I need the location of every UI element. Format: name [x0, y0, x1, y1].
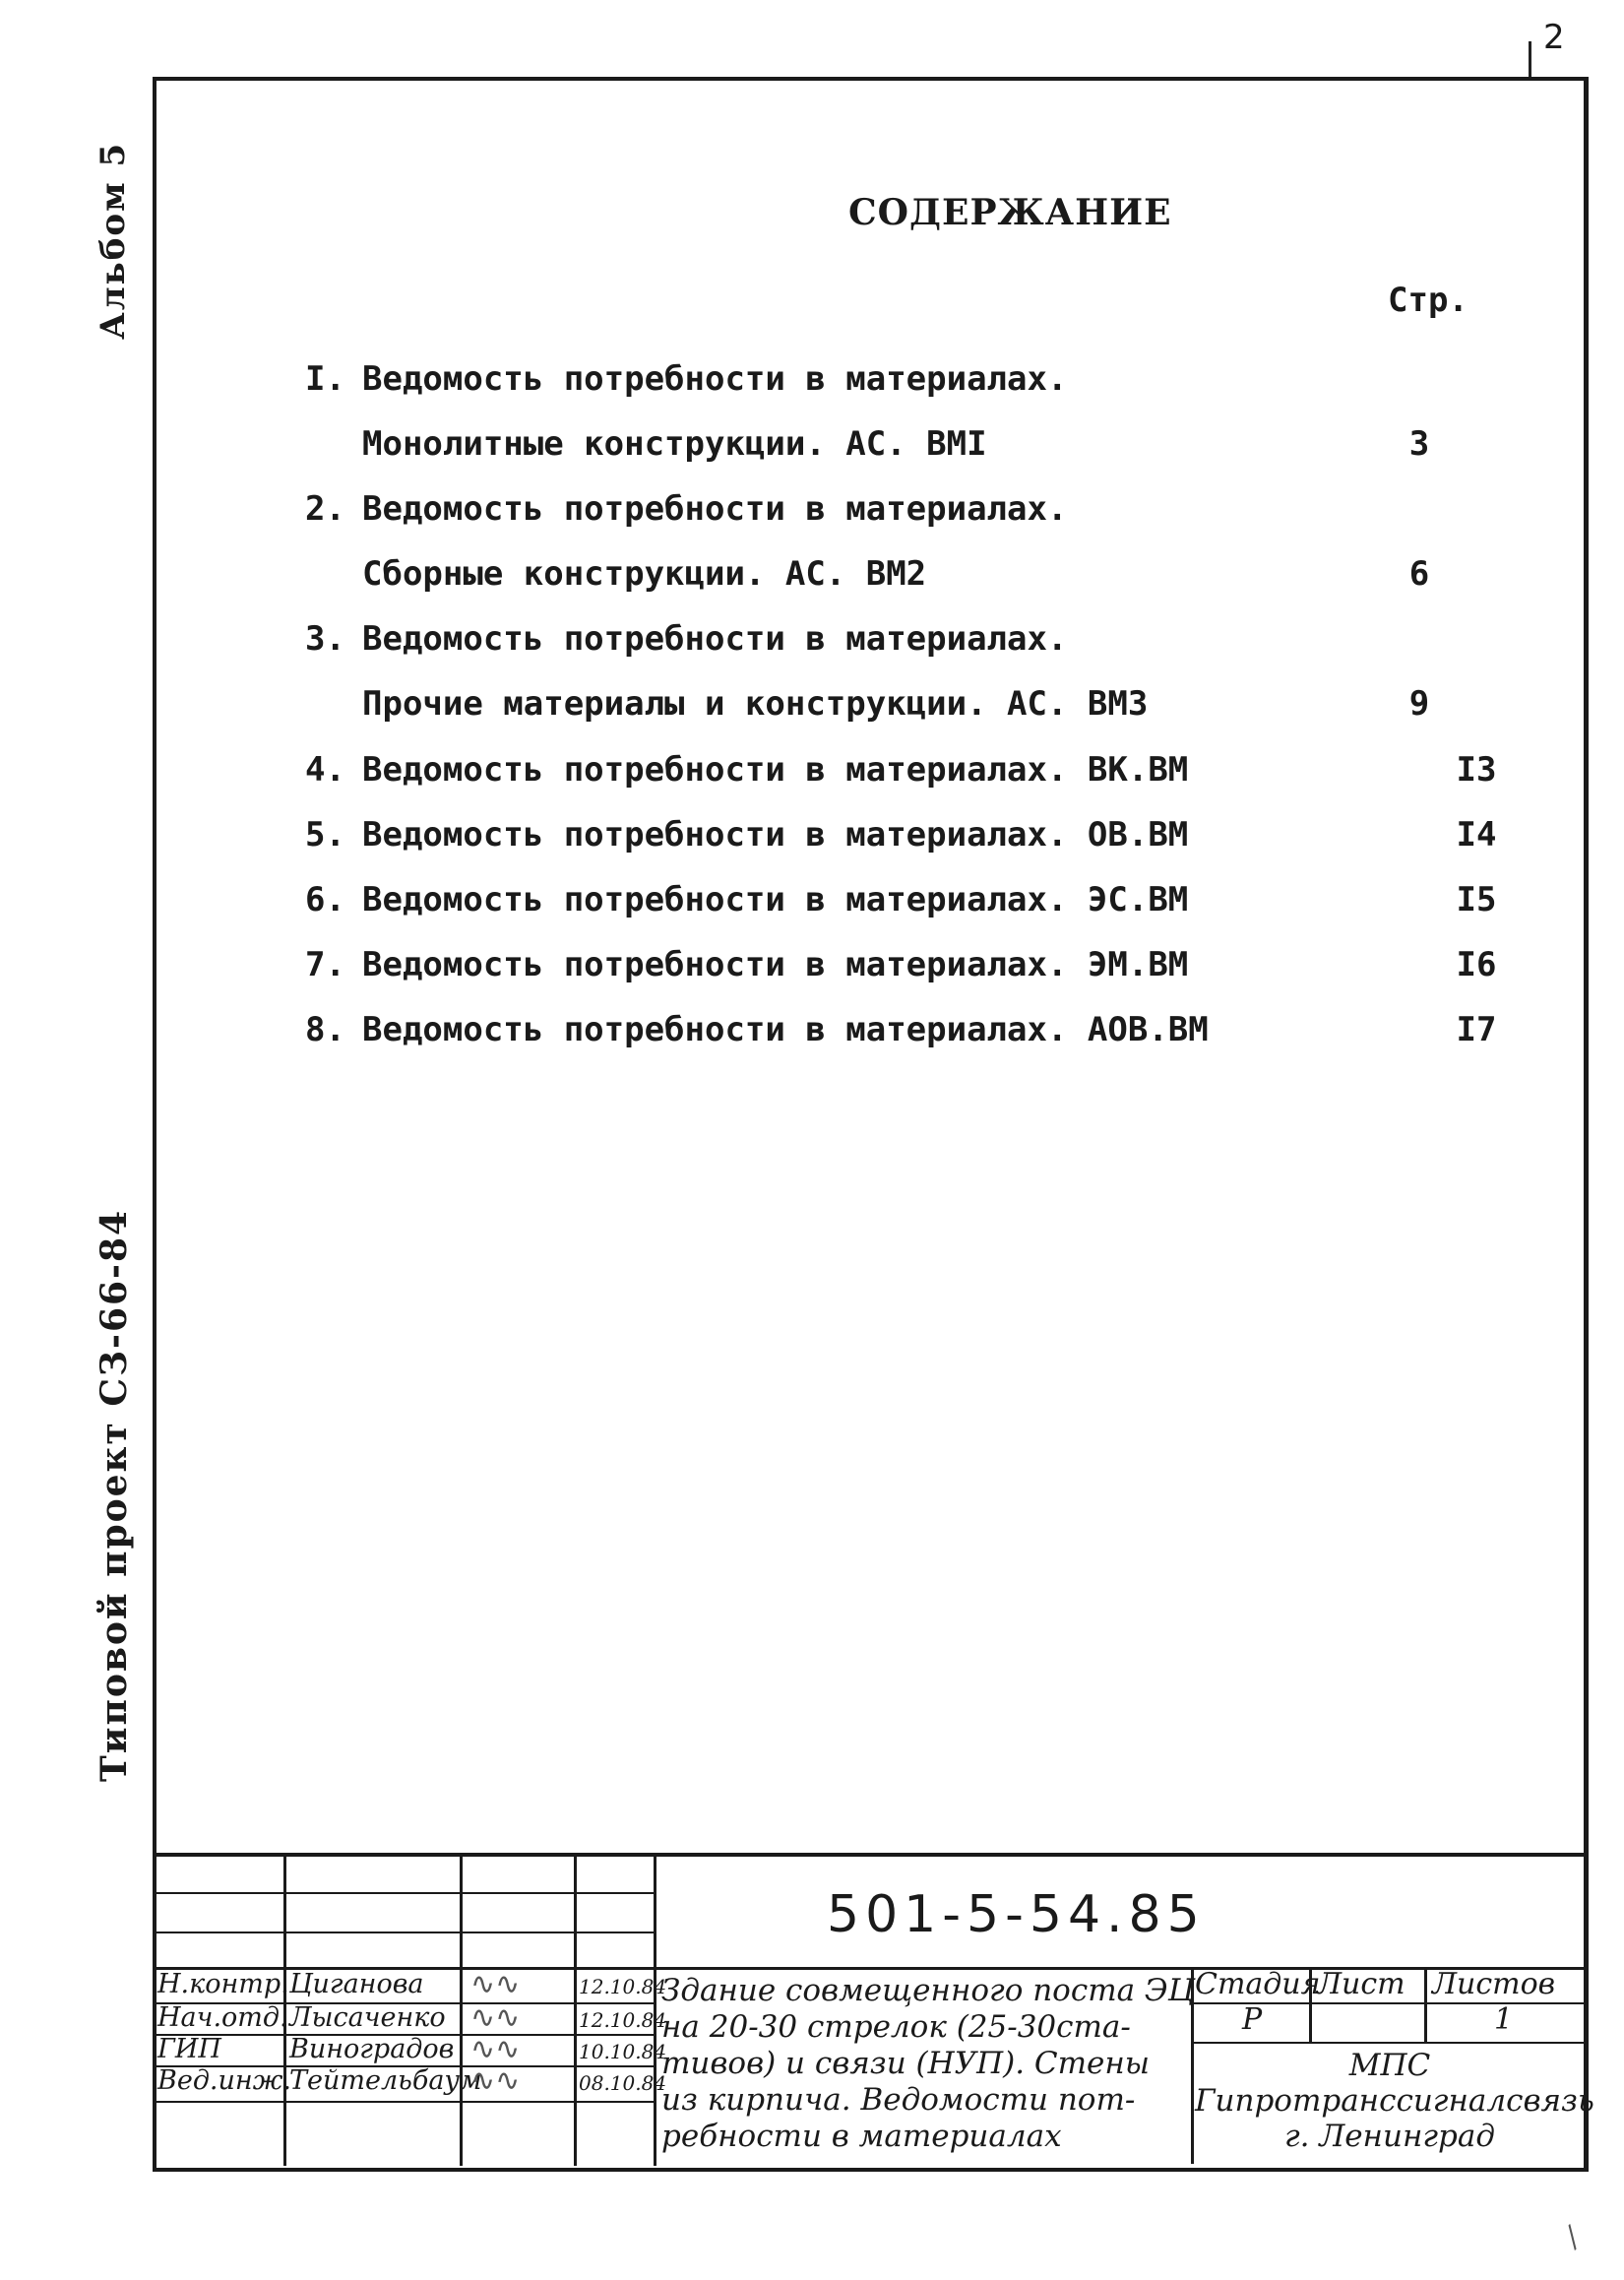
- toc-item-number: 7.: [305, 945, 345, 984]
- description-line: ребности в материалах: [661, 2119, 1062, 2154]
- signer-name: Тейтельбаум: [289, 2065, 482, 2096]
- toc-item-page: 9: [1408, 684, 1430, 724]
- project-label: Типовой проект СЗ-66-84: [94, 1208, 135, 1782]
- signer-role: Нач.отд.: [157, 2002, 288, 2033]
- signer-date: 12.10.84: [579, 2008, 667, 2032]
- signer-name: Лысаченко: [289, 2002, 446, 2033]
- toc-line: [305, 945, 1497, 984]
- toc-item-number: 6.: [305, 880, 345, 919]
- signature: ∿∿: [470, 1967, 521, 2001]
- toc-line: [305, 750, 1497, 790]
- toc-item-text: Ведомость потребности в материалах. ВК.ВМ: [362, 750, 1189, 790]
- description-line: на 20-30 стрелок (25-30ста-: [661, 2009, 1131, 2045]
- toc-item-number: I.: [305, 359, 345, 399]
- page-column-header: Стр.: [1388, 281, 1468, 320]
- organization-line: МПС: [1348, 2048, 1431, 2083]
- toc-item-text: Ведомость потребности в материалах. ЭМ.ВМ: [362, 945, 1189, 984]
- toc-line: [305, 880, 1497, 919]
- sheets-label: Листов: [1432, 1967, 1556, 2001]
- corner-mark: ⁄: [1559, 2224, 1588, 2252]
- sheet-label: Лист: [1317, 1967, 1405, 2001]
- toc-item-page: I3: [1456, 750, 1497, 790]
- toc-line: [305, 554, 1543, 594]
- toc-item-text: Ведомость потребности в материалах.: [362, 359, 1068, 399]
- title-block-line: [153, 1892, 655, 1894]
- toc-item-number: 5.: [305, 815, 345, 855]
- stage-label: Стадия: [1195, 1967, 1321, 2001]
- toc-item-page: I7: [1456, 1010, 1497, 1049]
- signer-date: 08.10.84: [579, 2071, 667, 2095]
- toc-item-text: Ведомость потребности в материалах. ОВ.ВМ: [362, 815, 1189, 855]
- toc-item-page: 3: [1408, 424, 1430, 464]
- organization-line: г. Ленинград: [1283, 2119, 1496, 2154]
- toc-line: [305, 815, 1497, 855]
- document-designation: 501-5-54.85: [827, 1885, 1206, 1944]
- signature: ∿∿: [470, 2032, 521, 2066]
- contents-title: СОДЕРЖАНИЕ: [848, 192, 1172, 233]
- toc-item-text: Ведомость потребности в материалах. АОВ.ВМ: [362, 1010, 1209, 1049]
- page-number-mark: [1529, 41, 1531, 81]
- page-number: 2: [1543, 18, 1565, 57]
- document-description: [661, 1973, 1193, 2155]
- title-block-line: [1191, 2042, 1585, 2044]
- signer-name: Виноградов: [289, 2034, 455, 2064]
- title-block-line: [153, 1932, 655, 1933]
- title-block-line: [153, 2101, 655, 2103]
- organization-line: Гипротранссигналсвязь: [1195, 2083, 1594, 2119]
- toc-item-page: I6: [1456, 945, 1497, 984]
- album-label: Альбом 5: [94, 141, 133, 340]
- toc-line: [305, 619, 1486, 659]
- signer-date: 10.10.84: [579, 2040, 667, 2063]
- signer-date: 12.10.84: [579, 1975, 667, 1998]
- description-line: из кирпича. Ведомости пот-: [661, 2082, 1136, 2118]
- toc-item-text: Ведомость потребности в материалах.: [362, 489, 1068, 529]
- toc-item-number: 4.: [305, 750, 345, 790]
- description-line: Здание совмещенного поста ЭЦ: [661, 1973, 1195, 2008]
- signer-role: Н.контр.: [157, 1969, 289, 1999]
- title-block-line: [574, 1853, 577, 2166]
- stage-value: Р: [1242, 2002, 1263, 2037]
- toc-item-number: 2.: [305, 489, 345, 529]
- toc-item-number: 8.: [305, 1010, 345, 1049]
- signer-name: Циганова: [289, 1969, 424, 1999]
- toc-line: [305, 359, 1486, 399]
- toc-item-text: Ведомость потребности в материалах.: [362, 619, 1068, 659]
- title-block-top-line: [153, 1853, 1585, 1857]
- title-block-line: [460, 1853, 463, 2166]
- toc-item-text: Монолитные конструкции. АС. ВМI: [362, 424, 987, 464]
- toc-item-text: Ведомость потребности в материалах. ЭС.ВМ: [362, 880, 1189, 919]
- title-block-line: [1424, 1967, 1427, 2044]
- toc-line: [305, 424, 1543, 464]
- toc-line: [305, 684, 1543, 724]
- toc-line: [305, 1010, 1497, 1049]
- toc-item-text: Сборные конструкции. АС. ВМ2: [362, 554, 927, 594]
- organization: [1195, 2048, 1594, 2154]
- toc-item-page: I5: [1456, 880, 1497, 919]
- sheets-value: 1: [1494, 2002, 1514, 2037]
- toc-item-text: Прочие материалы и конструкции. АС. ВМЗ: [362, 684, 1149, 724]
- signature: ∿∿: [470, 2063, 521, 2098]
- signature: ∿∿: [470, 2000, 521, 2035]
- toc-item-number: 3.: [305, 619, 345, 659]
- signer-role: ГИП: [157, 2034, 221, 2064]
- signer-role: Вед.инж.: [157, 2065, 291, 2096]
- toc-line: [305, 489, 1486, 529]
- description-line: тивов) и связи (НУП). Стены: [661, 2046, 1151, 2081]
- toc-item-page: I4: [1456, 815, 1497, 855]
- toc-item-page: 6: [1408, 554, 1430, 594]
